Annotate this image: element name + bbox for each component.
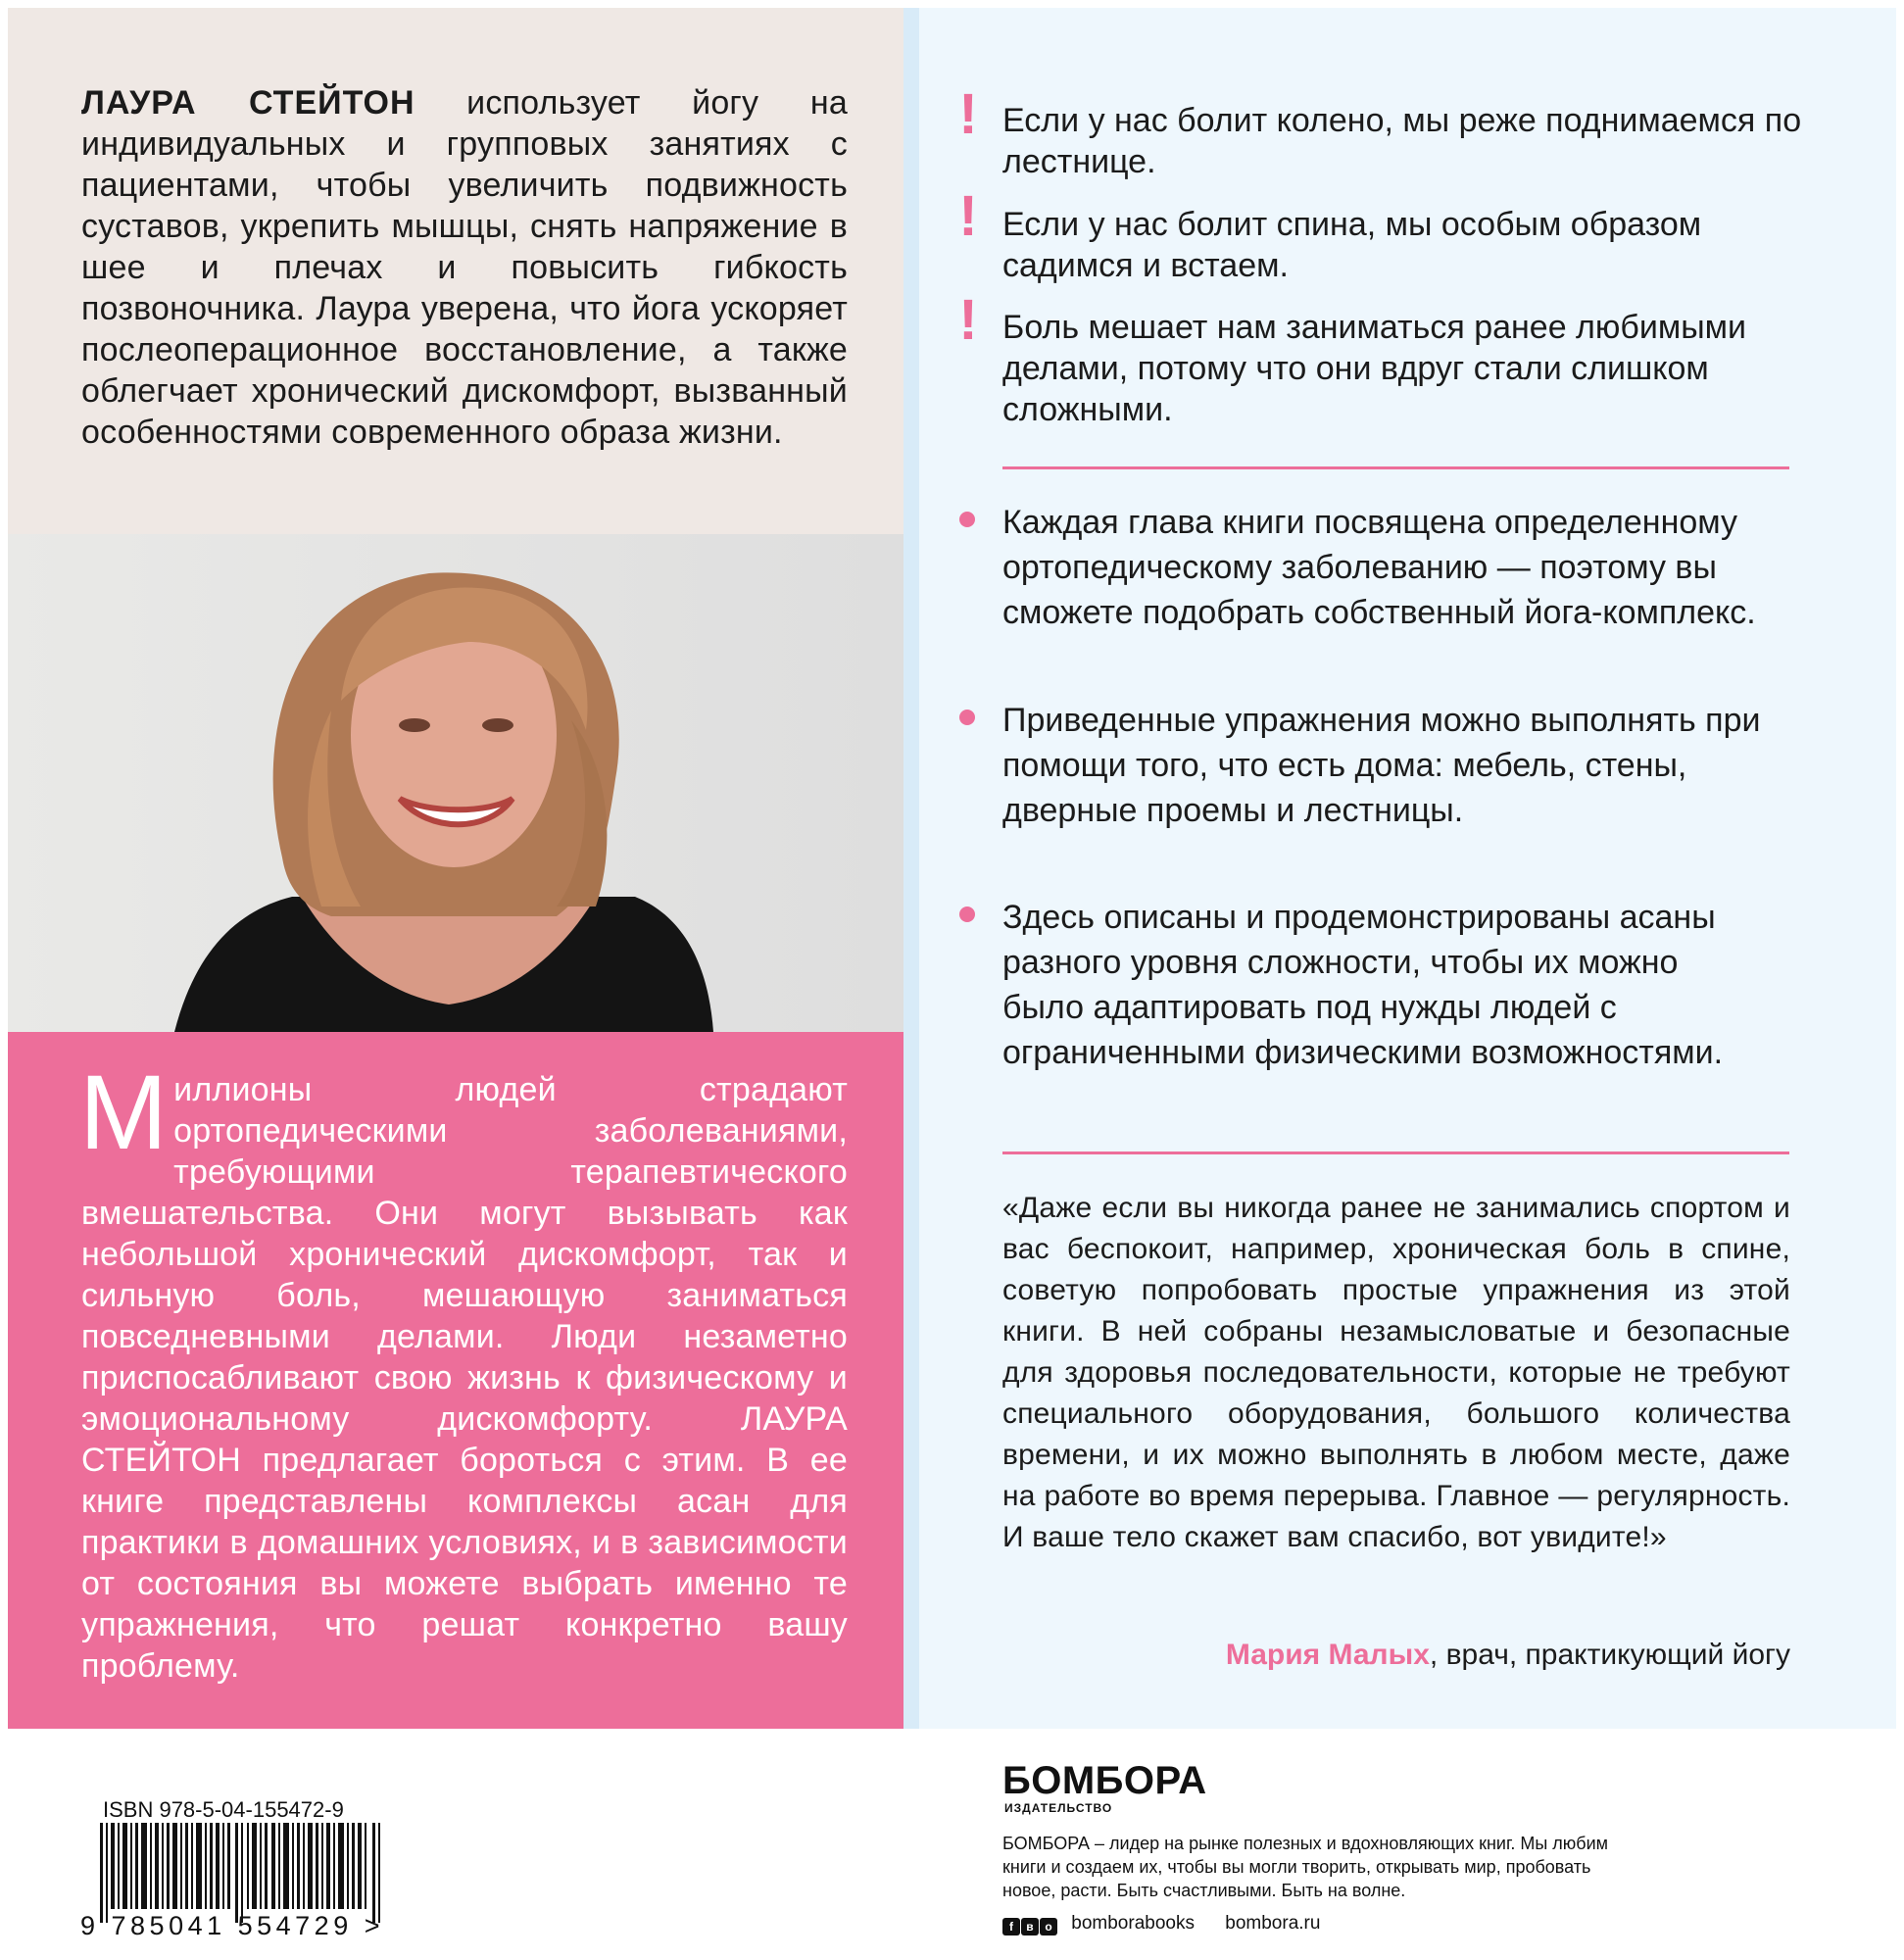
- bullet-icon: [959, 512, 975, 527]
- publisher-description: БОМБОРА – лидер на рынке полезных и вдохновляющих книг. Мы любим книги и создаем их, чтобы вы могли творить, открывать мир, пробовать новое, расти. Быть счастливыми. Быть на волне.: [1002, 1834, 1609, 1900]
- quote-attribution: [1002, 1635, 1790, 1676]
- quote-author: Мария Малых: [1225, 1639, 1430, 1671]
- book-intro-text: иллионы людей страдают ортопедическими заболеваниями, требующими терапевтического вмешательства. Они могут вызывать как небольшой хронический дискомфорт, так и сильную боль, мешающую заниматься повседневными делами. Люди незаметно приспосабливают свою жизнь к физическому и эмоциональному дискомфорту. ЛАУРА СТЕЙТОН предлагает бороться с этим. В ее книге представлены комплексы асан для практики в домашних условиях, и в зависимости от состояния вы можете выбрать именно те упражнения, что решат конкретно вашу проблему.: [81, 1071, 848, 1685]
- book-intro: [79, 1053, 848, 1687]
- feature-bullet: Здесь описаны и продемонстрированы асаны разного уровня сложности, чтобы их можно было адаптировать под нужды людей с ограниченными физическими возможностями.: [1002, 899, 1724, 1071]
- exclamation-icon: !: [958, 288, 978, 352]
- exclamation-icon: !: [958, 82, 978, 146]
- social-handle[interactable]: bomborabooks: [1071, 1913, 1195, 1934]
- author-photo: [8, 534, 903, 1032]
- drop-cap: М: [79, 1053, 169, 1171]
- publisher-website-link[interactable]: bombora.ru: [1225, 1913, 1321, 1934]
- barcode-digits: 9 785041 554729 >: [80, 1911, 384, 1940]
- publisher-logo: БОМБОРА: [1002, 1759, 1207, 1802]
- warning-item: Если у нас болит спина, мы особым образом садимся и встаем.: [1002, 206, 1702, 284]
- odnoklassniki-icon[interactable]: о: [1040, 1918, 1057, 1936]
- author-portrait-image: [8, 534, 903, 1032]
- warning-item: Боль мешает нам заниматься ранее любимыми делами, потому что они вдруг стали слишком сложными.: [1002, 309, 1747, 428]
- section-divider: [1002, 1152, 1789, 1154]
- feature-bullet: Приведенные упражнения можно выполнять при помощи того, что есть дома: мебель, стены, дверные проемы и лестницы.: [1002, 702, 1761, 829]
- author-bio-text: использует йогу на индивидуальных и групповых занятиях с пациентами, чтобы увеличить подвижность суставов, укрепить мышцы, снять напряжение в шее и плечах и повысить гибкость позвоночника. Лаура уверена, что йога ускоряет послеоперационное восстановление, а также облегчает хронический дискомфорт, вызванный особенностями современного образа жизни.: [81, 84, 848, 451]
- exclamation-icon: !: [958, 184, 978, 248]
- barcode-image: [100, 1823, 382, 1923]
- section-divider: [1002, 466, 1789, 469]
- testimonial-quote: «Даже если вы никогда ранее не занимались спортом и вас беспокоит, например, хроническая боль в спине, советую попробовать простые упражнения из этой книги. В ней собраны незамысловатые и безопасные для здоровья последовательности, которые не требуют специального оборудования, большого количества времени, и их можно выполнять в любом месте, даже на работе во время перерыва. Главное — регулярность. И ваше тело скажет вам спасибо, вот увидите!»: [1002, 1192, 1790, 1553]
- quote-author-role: , врач, практикующий йогу: [1429, 1639, 1790, 1671]
- author-bio: [81, 82, 848, 453]
- vk-icon[interactable]: в: [1021, 1918, 1039, 1936]
- facebook-icon[interactable]: f: [1002, 1918, 1020, 1936]
- feature-bullet: Каждая глава книги посвящена определенному ортопедическому заболеванию — поэтому вы сможете подобрать собственный йога-комплекс.: [1002, 504, 1756, 631]
- social-links: [1002, 1911, 1320, 1936]
- author-name: ЛАУРА СТЕЙТОН: [81, 84, 415, 122]
- column-divider: [903, 8, 919, 1729]
- bullet-icon: [959, 906, 975, 922]
- bullet-icon: [959, 710, 975, 725]
- publisher-logo-subtitle: ИЗДАТЕЛЬСТВО: [1004, 1801, 1113, 1815]
- isbn-label: ISBN 978-5-04-155472-9: [103, 1797, 344, 1822]
- warning-item: Если у нас болит колено, мы реже поднимаемся по лестнице.: [1002, 102, 1802, 180]
